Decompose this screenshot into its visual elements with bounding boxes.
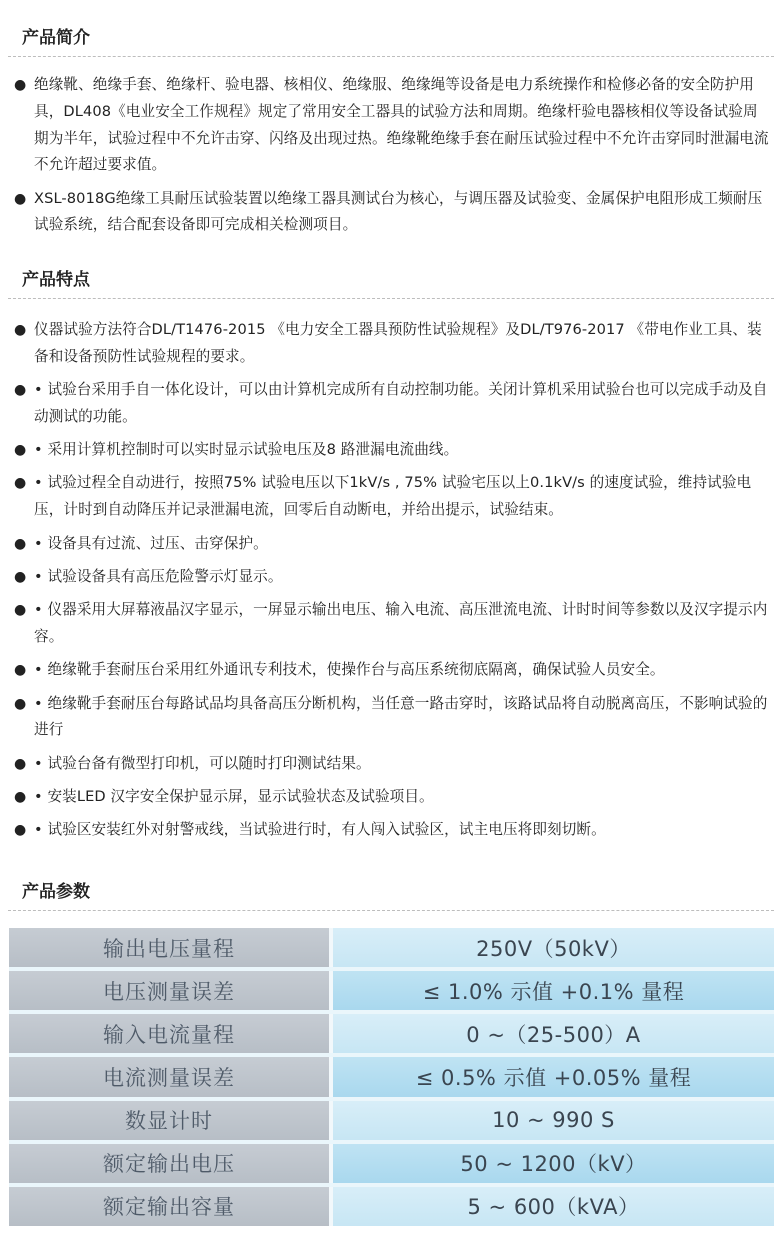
bullet-icon: ● (14, 77, 27, 93)
param-label: 额定输出电压 (9, 1142, 331, 1185)
table-row (9, 969, 774, 1012)
bullet-icon: ● (14, 662, 27, 679)
bullet-icon: ● (14, 568, 27, 585)
table-row (9, 1142, 774, 1185)
features-section (0, 268, 776, 851)
intro-section (0, 26, 776, 246)
list-item: ● • 试验台采用手自一体化设计，可以由计算机完成所有自动控制功能。关闭计算机采用试验台也可以完成手动及自动测试的功能。 (0, 377, 776, 431)
features-divider (8, 298, 774, 299)
bullet-icon: ● (14, 602, 27, 619)
param-value: 0 ~（25-500）A (331, 1012, 774, 1055)
features-title: 产品特点 (22, 270, 90, 290)
param-label: 输入电流量程 (9, 1012, 331, 1055)
param-label: 电压测量误差 (9, 969, 331, 1012)
table-row (9, 1055, 774, 1098)
list-item: ● • 安装LED 汉字安全保护显示屏，显示试验状态及试验项目。 (0, 784, 776, 811)
list-item: ● • 试验设备具有高压危险警示灯显示。 (0, 564, 776, 591)
list-item: ● • 试验台备有微型打印机，可以随时打印测试结果。 (0, 751, 776, 778)
list-item: ● • 绝缘靴手套耐压台每路试品均具备高压分断机构，当任意一路击穿时，该路试品将自动脱离高压，不影响试验的进行 (0, 691, 776, 745)
params-table (9, 928, 774, 1226)
param-value: 10 ~ 990 S (331, 1099, 774, 1142)
list-item: ● • 试验区安装红外对射警戒线，当试验进行时，有人闯入试验区，试主电压将即刻切断。 (0, 817, 776, 844)
param-value: 5 ~ 600（kVA） (331, 1185, 774, 1226)
bullet-icon: ● (14, 442, 27, 459)
bullet-icon: ● (14, 695, 27, 712)
intro-list (0, 72, 776, 239)
param-value: ≤ 0.5% 示值 +0.05% 量程 (331, 1055, 774, 1098)
table-row (9, 1012, 774, 1055)
param-value: ≤ 1.0% 示值 +0.1% 量程 (331, 969, 774, 1012)
param-label: 额定输出容量 (9, 1185, 331, 1226)
bullet-icon: ● (14, 382, 27, 399)
list-item: ● • 仪器采用大屏幕液晶汉字显示，一屏显示输出电压、输入电流、高压泄流电流、计时时间等参数以及汉字提示内容。 (0, 597, 776, 651)
intro-divider (8, 56, 774, 57)
intro-title: 产品简介 (22, 28, 90, 48)
bullet-icon: ● (14, 190, 27, 207)
list-item: ● • 设备具有过流、过压、击穿保护。 (0, 531, 776, 558)
bullet-icon: ● (14, 755, 27, 772)
param-label: 数显计时 (9, 1099, 331, 1142)
param-label: 输出电压量程 (9, 928, 331, 969)
features-list (0, 317, 776, 844)
param-value: 250V（50kV） (331, 928, 774, 969)
table-row (9, 1099, 774, 1142)
bullet-icon: ● (14, 475, 27, 492)
params-section (0, 880, 776, 911)
bullet-icon: ● (14, 822, 27, 839)
table-row (9, 928, 774, 969)
list-item: ● • 绝缘靴手套耐压台采用红外通讯专利技术，使操作台与高压系统彻底隔离，确保试验人员安全。 (0, 657, 776, 684)
list-item: ● • 试验过程全自动进行，按照75% 试验电压以下1kV/s , 75% 试验宅压以上0.1kV/s 的速度试验，维持试验电压，计时到自动降压并记录泄漏电流，回零后自动断电，并给出提示，试验结束。 (0, 470, 776, 524)
params-divider (8, 910, 774, 911)
param-label: 电流测量误差 (9, 1055, 331, 1098)
list-item: ● • 采用计算机控制时可以实时显示试验电压及8 路泄漏电流曲线。 (0, 437, 776, 464)
list-item: ● 仪器试验方法符合DL/T1476-2015 《电力安全工器具预防性试验规程》及DL/T976-2017 《带电作业工具、装备和设备预防性试验规程的要求。 (0, 317, 776, 371)
bullet-icon: ● (14, 788, 27, 805)
bullet-icon: ● (14, 322, 27, 338)
list-item: ● XSL-8018G绝缘工具耐压试验装置以绝缘工器具测试台为核心，与调压器及试验变、金属保护电阻形成工频耐压试验系统，结合配套设备即可完成相关检测项目。 (0, 186, 776, 240)
param-value: 50 ~ 1200（kV） (331, 1142, 774, 1185)
params-title: 产品参数 (22, 882, 90, 902)
list-item: ● 绝缘靴、绝缘手套、绝缘杆、验电器、核相仪、绝缘服、绝缘绳等设备是电力系统操作和检修必备的安全防护用具，DL408《电业安全工作规程》规定了常用安全工器具的试验方法和周期。绝缘杆验电器核相仪等设备试验周期为半年，试验过程中不允许击穿、闪络及出现过热。绝缘靴绝缘手套在耐压试验过程中不允许击穿同时泄漏电流不允许超过要求值。 (0, 72, 776, 179)
bullet-icon: ● (14, 535, 27, 552)
table-row (9, 1185, 774, 1226)
